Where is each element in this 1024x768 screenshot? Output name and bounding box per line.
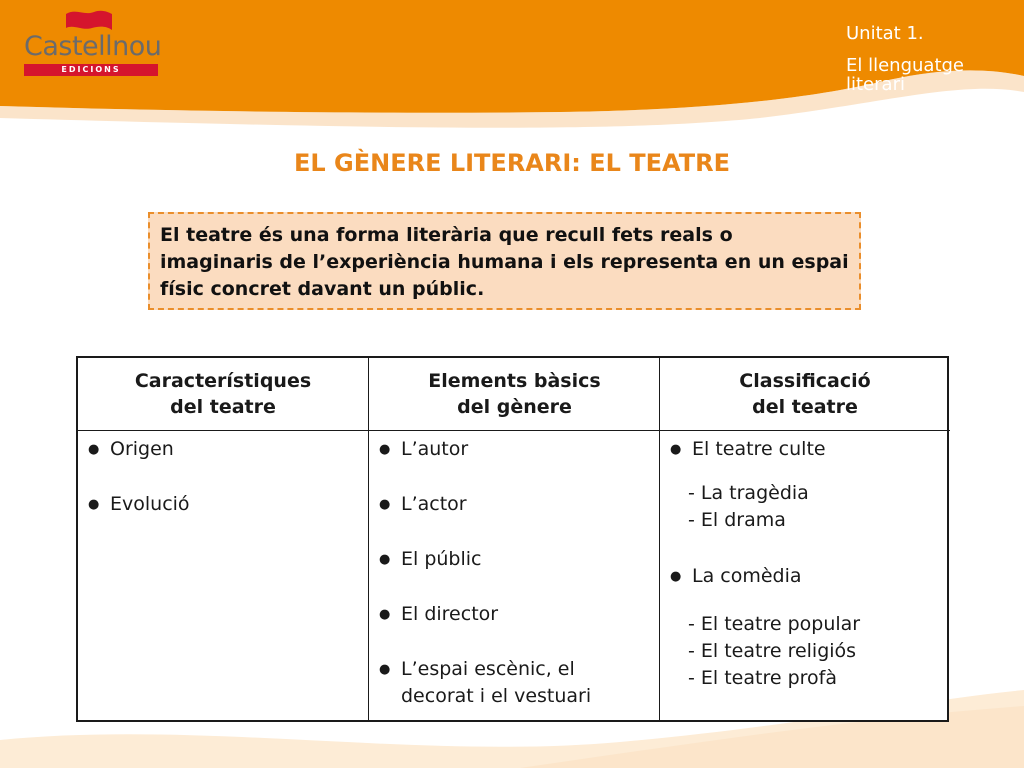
sub-item: - El teatre popular xyxy=(688,613,861,635)
list-item: ● La comèdia xyxy=(670,563,944,590)
unit-title: El llenguatge literari xyxy=(846,55,965,95)
theatre-table xyxy=(76,356,949,722)
header-line: del gènere xyxy=(457,396,572,418)
bullet-icon: ● xyxy=(88,442,100,457)
header-line: Classificació xyxy=(739,370,871,392)
castellnou-logo xyxy=(22,8,160,78)
page-title: EL GÈNERE LITERARI: EL TEATRE xyxy=(293,149,731,177)
bullet-icon: ● xyxy=(379,497,391,512)
bullet-icon: ● xyxy=(379,442,391,457)
list-item: ● Origen xyxy=(88,436,362,463)
unit-number: Unitat 1. xyxy=(846,23,924,44)
column-characteristics xyxy=(78,358,368,720)
list-item: ● El públic xyxy=(379,546,654,573)
logo-wordmark: Castellnou xyxy=(24,31,162,62)
logo-subtitle: EDICIONS xyxy=(24,64,158,76)
sub-item: - La tragèdia xyxy=(688,482,809,504)
sub-item: - El drama xyxy=(688,509,786,531)
list-item: ● L’actor xyxy=(379,491,654,518)
list-item: ● L’espai escènic, el decorat i el vestuari xyxy=(379,658,592,707)
column-elements xyxy=(368,358,660,720)
column-header xyxy=(660,358,950,431)
list-item: ● Evolució xyxy=(88,491,362,518)
list-item: ● L’autor xyxy=(379,436,654,463)
column-header xyxy=(78,358,368,431)
bullet-icon: ● xyxy=(379,662,391,677)
bullet-icon: ● xyxy=(88,497,100,512)
header-line: del teatre xyxy=(752,396,858,418)
bullet-icon: ● xyxy=(379,552,391,567)
column-classification xyxy=(659,358,950,720)
sub-item: - El teatre profà xyxy=(688,667,837,689)
list-item: ● El teatre culte xyxy=(670,436,944,463)
definition-box: El teatre és una forma literària que recull fets reals o imaginaris de l’experiència humana i els representa en un espai físic concret davant un públic. xyxy=(148,212,861,310)
bullet-icon: ● xyxy=(670,442,682,457)
bullet-icon: ● xyxy=(379,607,391,622)
unit-header xyxy=(846,24,1022,94)
header-line: del teatre xyxy=(170,396,276,418)
bullet-icon: ● xyxy=(670,569,682,584)
column-header xyxy=(369,358,660,431)
sub-item: - El teatre religiós xyxy=(688,640,857,662)
list-item: ● El director xyxy=(379,601,654,628)
header-line: Elements bàsics xyxy=(428,370,601,392)
header-line: Característiques xyxy=(134,370,312,392)
